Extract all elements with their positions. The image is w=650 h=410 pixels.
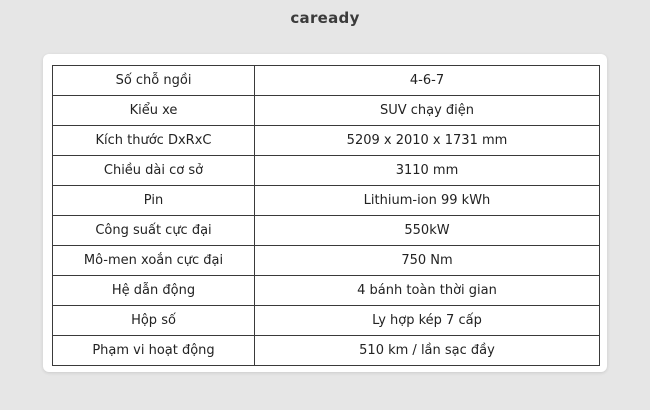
spec-value: SUV chạy điện (255, 96, 600, 126)
spec-label: Chiều dài cơ sở (53, 156, 255, 186)
spec-value: 750 Nm (255, 246, 600, 276)
spec-label: Pin (53, 186, 255, 216)
spec-label: Số chỗ ngồi (53, 66, 255, 96)
spec-card (43, 54, 607, 372)
spec-value: 510 km / lần sạc đầy (255, 336, 600, 366)
table-row (53, 246, 600, 276)
table-row (53, 186, 600, 216)
spec-label: Kiểu xe (53, 96, 255, 126)
table-row (53, 336, 600, 366)
table-row (53, 216, 600, 246)
table-row (53, 276, 600, 306)
table-row (53, 126, 600, 156)
spec-label: Phạm vi hoạt động (53, 336, 255, 366)
spec-value: 3110 mm (255, 156, 600, 186)
spec-table (52, 65, 600, 366)
spec-label: Kích thước DxRxC (53, 126, 255, 156)
spec-value: Ly hợp kép 7 cấp (255, 306, 600, 336)
spec-value: 4-6-7 (255, 66, 600, 96)
table-row (53, 156, 600, 186)
spec-label: Hệ dẫn động (53, 276, 255, 306)
spec-value: 4 bánh toàn thời gian (255, 276, 600, 306)
spec-value: Lithium-ion 99 kWh (255, 186, 600, 216)
spec-value: 550kW (255, 216, 600, 246)
spec-value: 5209 x 2010 x 1731 mm (255, 126, 600, 156)
spec-label: Hộp số (53, 306, 255, 336)
table-row (53, 306, 600, 336)
table-row (53, 96, 600, 126)
spec-label: Công suất cực đại (53, 216, 255, 246)
brand-logo: caready (290, 9, 360, 27)
spec-label: Mô-men xoắn cực đại (53, 246, 255, 276)
table-row (53, 66, 600, 96)
